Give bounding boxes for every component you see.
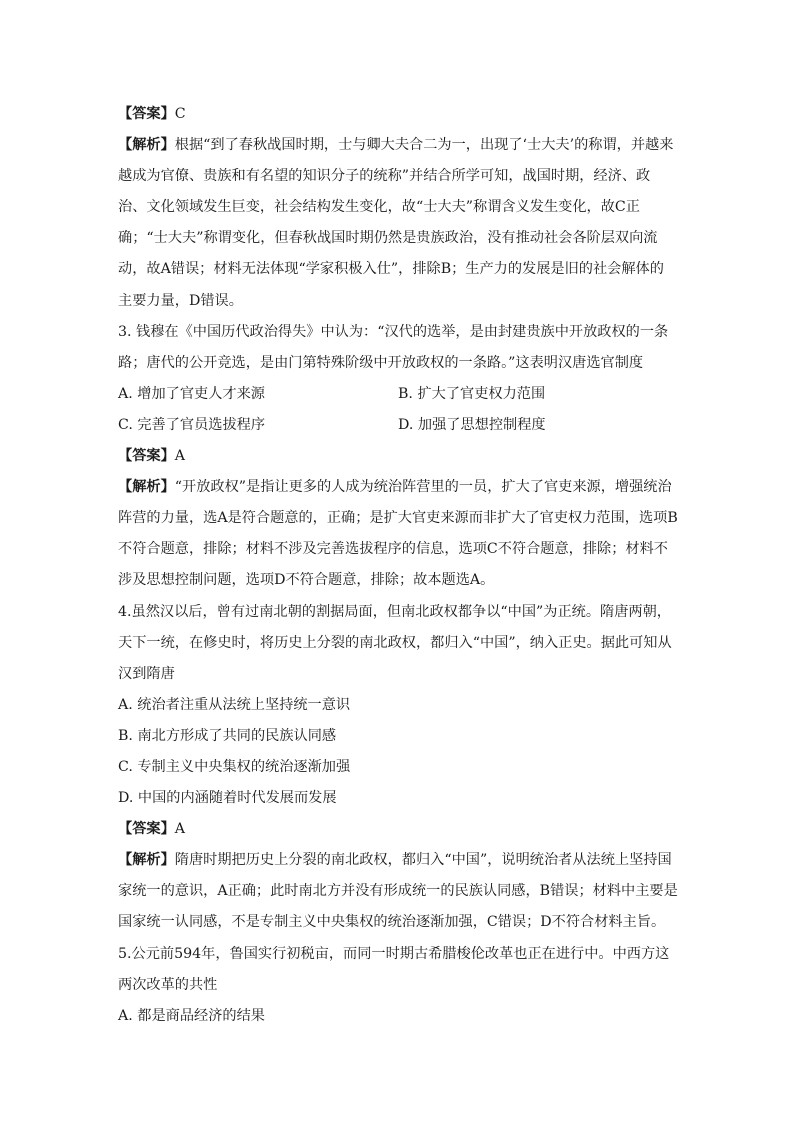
document-body	[118, 99, 678, 1032]
question-5-stem: 5.公元前594年，鲁国实行初税亩，而同一时期古希腊梭伦改革也正在进行中。中西方这两次改革的共性	[118, 945, 670, 993]
analysis-paragraph	[118, 130, 678, 317]
analysis-text: 隋唐时期把历史上分裂的南北政权，都归入“中国”，说明统治者从法统上坚持国家统一的意识，A正确；此时南北方并没有形成统一的民族认同感，B错误；材料中主要是国家统一认同感，不是专制主义中央集权的统治逐渐加强，C错误；D不符合材料主旨。	[118, 852, 678, 931]
option-a: A. 都是商品经济的结果	[118, 1007, 265, 1024]
analysis-text: 根据“到了春秋战国时期，士与卿大夫合二为一，出现了‘士大夫’的称谓，并越来越成为官僚、贵族和有名望的知识分子的统称”并结合所学可知，战国时期，经济、政治、文化领域发生巨变，社会结构发生变化，故“士大夫”称谓含义发生变化，故C正确；“士大夫”称谓变化，但春秋战国时期仍然是贵族政治，没有推动社会各阶层双向流动，故A错误；材料无法体现“学家积极入仕”，排除B；生产力的发展是旧的社会解体的主要力量，D错误。	[118, 137, 674, 309]
option-c: C. 完善了官员选拔程序	[118, 416, 266, 433]
question-3-options-row-1	[118, 379, 678, 410]
option-b: B. 扩大了官吏权力范围	[398, 385, 546, 402]
option-c: C. 专制主义中央集权的统治逐渐加强	[118, 758, 351, 775]
analysis-text: “开放政权”是指让更多的人成为统治阵营里的一员，扩大了官吏来源，增强统治阵营的力量，选A是符合题意的，正确；是扩大官吏来源而非扩大了官吏权力范围，选项B不符合题意，排除；材料不涉及完善选拔程序的信息，选项C不符合题意，排除；材料不涉及思想控制问题，选项D不符合题意，排除；故本题选A。	[118, 479, 678, 589]
analysis-label: 【解析】	[118, 137, 175, 154]
option-a: A. 增加了官吏人才来源	[118, 385, 265, 402]
answer-label: 【答案】	[118, 821, 175, 838]
answer-label: 【答案】	[118, 448, 175, 465]
option-d: D. 中国的内涵随着时代发展而发展	[118, 790, 337, 807]
option-b: B. 南北方形成了共同的民族认同感	[118, 727, 337, 744]
option-a: A. 统治者注重从法统上坚持统一意识	[118, 696, 351, 713]
question-3-options-row-2	[118, 410, 678, 441]
question-4-stem: 4.虽然汉以后，曾有过南北朝的割据局面，但南北政权都争以“中国”为正统。隋唐两朝，天下一统，在修史时，将历史上分裂的南北政权，都归入“中国”，纳入正史。据此可知从汉到隋唐	[118, 603, 672, 682]
analysis-label: 【解析】	[118, 479, 175, 496]
answer-line	[118, 99, 678, 130]
answer-value: A	[174, 448, 186, 465]
analysis-paragraph	[118, 472, 678, 596]
answer-line	[118, 441, 678, 472]
option-d: D. 加强了思想控制程度	[398, 416, 546, 433]
answer-value: C	[174, 106, 186, 122]
analysis-paragraph	[118, 845, 678, 938]
question-3-stem: 3. 钱穆在《中国历代政治得失》中认为：“汉代的选举，是由封建贵族中开放政权的一条路；唐代的公开竞选，是由门第特殊阶级中开放政权的一条路。”这表明汉唐选官制度	[118, 323, 669, 371]
analysis-label: 【解析】	[118, 852, 175, 869]
answer-label: 【答案】	[118, 106, 175, 122]
answer-line	[118, 814, 678, 845]
answer-value: A	[174, 821, 186, 838]
